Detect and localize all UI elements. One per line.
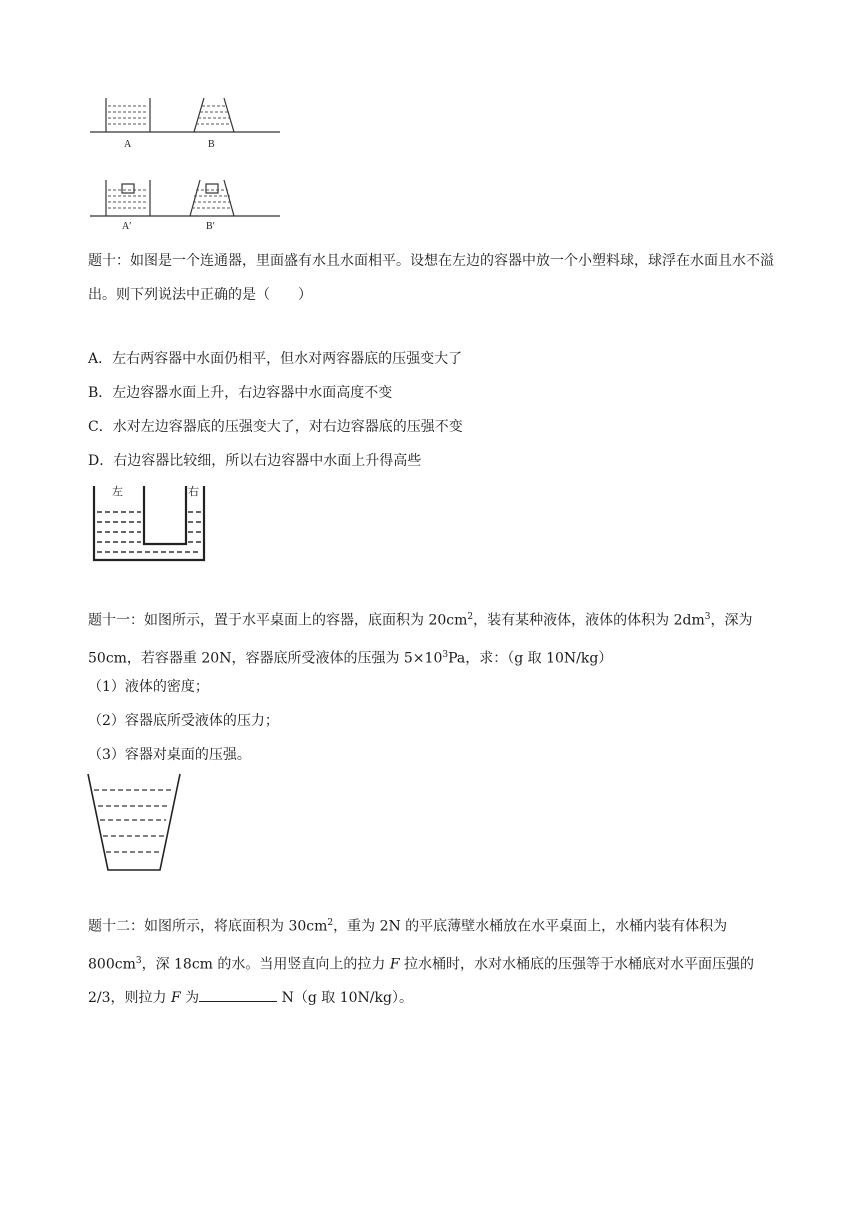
q11-sup2: 3 bbox=[704, 612, 711, 622]
q11-item-2: （2）容器底所受液体的压力； bbox=[88, 713, 279, 729]
q11-stem-part1: 题十一：如图所示，置于水平桌面上的容器，底面积为 20cm bbox=[88, 612, 468, 629]
tapered-container-figure bbox=[86, 772, 182, 874]
label-a-prime: A′ bbox=[122, 221, 132, 232]
q12-part1: 题十二：如图所示，将底面积为 30cm bbox=[88, 918, 328, 935]
q12-part4: 拉水桶时，水对水桶底的压强等于水桶底对水平面压强的 2/3，则拉力 bbox=[88, 956, 755, 1007]
q11-sup3: 3 bbox=[442, 649, 449, 660]
q12-part6: N（g 取 10N/kg）。 bbox=[277, 990, 413, 1007]
q10-option-c: C．水对左边容器底的压强变大了，对右边容器底的压强不变 bbox=[88, 419, 463, 435]
q12-sup1: 2 bbox=[327, 918, 334, 928]
q12-force-symbol-1: F bbox=[389, 956, 400, 973]
q11-stem bbox=[88, 600, 778, 675]
label-left: 左 bbox=[112, 485, 123, 498]
label-a: A bbox=[124, 139, 132, 150]
q12-part5: 为 bbox=[180, 990, 200, 1007]
label-right: 右 bbox=[188, 485, 199, 498]
q12-part2: ，重为 2N 的平底薄壁水桶放在水平桌面上，水桶内装有体积为 800cm bbox=[88, 918, 728, 973]
q11-stem-part3: ，深为 50cm，若容器重 20N，容器底所受液体的压强为 5×10 bbox=[88, 612, 753, 667]
containers-figure bbox=[88, 92, 288, 232]
q11-item-3: （3）容器对桌面的压强。 bbox=[88, 747, 251, 763]
label-b-prime: B′ bbox=[206, 221, 215, 232]
q10-option-a: A．左右两容器中水面仍相平，但水对两容器底的压强变大了 bbox=[88, 351, 463, 367]
q10-stem: 题十：如图是一个连通器，里面盛有水且水面相平。设想在左边的容器中放一个小塑料球，球浮在水面且水不溢出。则下列说法中正确的是（ ） bbox=[88, 253, 774, 303]
answer-blank[interactable] bbox=[199, 989, 277, 1002]
q10-option-b: B．左边容器水面上升，右边容器中水面高度不变 bbox=[88, 385, 393, 401]
connected-vessel-figure bbox=[88, 482, 212, 566]
q12-force-symbol-2: F bbox=[170, 990, 181, 1007]
q12-stem bbox=[88, 906, 778, 1015]
q12-sup2: 3 bbox=[135, 955, 142, 966]
q11-stem-part4: Pa，求：（g 取 10N/kg） bbox=[448, 650, 613, 667]
q12-part3: ，深 18cm 的水。当用竖直向上的拉力 bbox=[141, 956, 390, 973]
q10-option-d: D．右边容器比较细，所以右边容器中水面上升得高些 bbox=[88, 453, 422, 469]
q11-item-1: （1）液体的密度； bbox=[88, 679, 209, 695]
q11-stem-part2: ，装有某种液体，液体的体积为 2dm bbox=[473, 612, 705, 629]
q11-sup1: 2 bbox=[467, 612, 474, 622]
label-b: B bbox=[208, 139, 215, 150]
